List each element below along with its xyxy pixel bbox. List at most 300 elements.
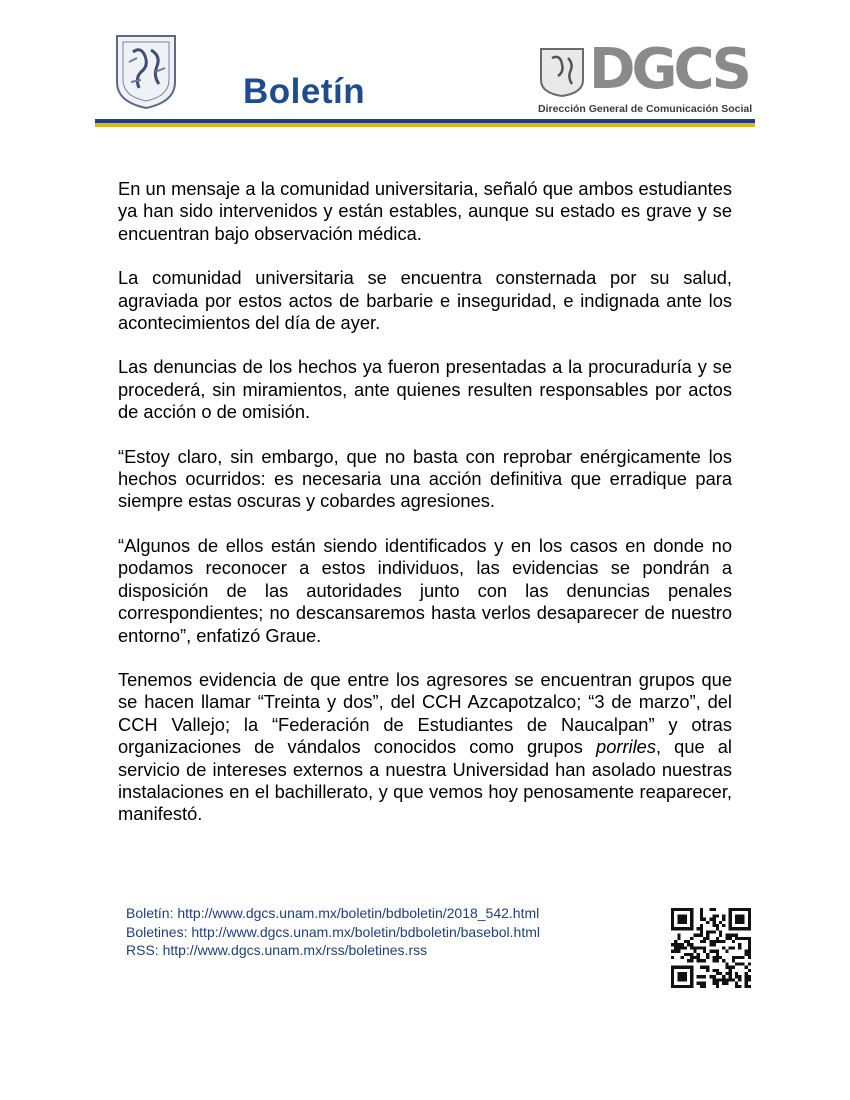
qr-module: [697, 927, 700, 930]
qr-module: [716, 914, 719, 917]
qr-module: [748, 921, 751, 924]
qr-module: [738, 946, 741, 949]
qr-module: [725, 982, 728, 985]
qr-module: [748, 956, 751, 959]
qr-module: [729, 921, 732, 924]
qr-module: [681, 956, 684, 959]
qr-module: [674, 927, 677, 930]
qr-module: [671, 918, 674, 921]
qr-module: [703, 940, 706, 943]
qr-module: [681, 985, 684, 988]
qr-module: [700, 918, 703, 921]
qr-module: [738, 927, 741, 930]
qr-module: [735, 937, 738, 940]
qr-module: [735, 962, 738, 965]
qr-module: [690, 959, 693, 962]
qr-module: [671, 950, 674, 953]
qr-module: [716, 927, 719, 930]
qr-module: [700, 934, 703, 937]
qr-module: [748, 969, 751, 972]
qr-module: [687, 953, 690, 956]
qr-module: [722, 940, 725, 943]
qr-module: [684, 914, 687, 917]
qr-module: [671, 975, 674, 978]
qr-module: [748, 943, 751, 946]
qr-module: [671, 908, 674, 911]
qr-module: [687, 966, 690, 969]
qr-module: [706, 921, 709, 924]
qr-module: [671, 943, 674, 946]
qr-module: [706, 956, 709, 959]
qr-module: [693, 950, 696, 953]
qr-module: [738, 985, 741, 988]
qr-module: [732, 946, 735, 949]
qr-module: [681, 975, 684, 978]
qr-module: [703, 918, 706, 921]
qr-module: [671, 956, 674, 959]
qr-module: [677, 921, 680, 924]
qr-module: [674, 966, 677, 969]
paragraph: “Estoy claro, sin embargo, que no basta con reprobar enérgicamente los hechos ocurridos: es necesaria una acción definitiva que erradique para siempre estas oscuras y cobardes agresiones.: [118, 445, 732, 512]
qr-module: [690, 975, 693, 978]
qr-module: [745, 975, 748, 978]
qr-module: [729, 934, 732, 937]
qr-module: [732, 908, 735, 911]
qr-module: [748, 975, 751, 978]
qr-module: [681, 966, 684, 969]
qr-module: [745, 985, 748, 988]
boletines-link[interactable]: Boletines: http://www.dgcs.unam.mx/boletin/bdboletin/basebol.html: [126, 923, 541, 940]
qr-module: [716, 972, 719, 975]
qr-module: [700, 985, 703, 988]
qr-module: [697, 959, 700, 962]
qr-module: [693, 956, 696, 959]
boletin-link[interactable]: Boletín: http://www.dgcs.unam.mx/boletin/bdboletin/2018_542.html: [126, 905, 540, 921]
qr-module: [690, 978, 693, 981]
dgcs-seal-icon: [538, 46, 586, 98]
qr-module: [738, 937, 741, 940]
qr-module: [748, 985, 751, 988]
qr-module: [700, 946, 703, 949]
qr-module: [716, 953, 719, 956]
qr-module: [690, 937, 693, 940]
qr-module: [681, 918, 684, 921]
qr-module: [716, 978, 719, 981]
qr-module: [732, 956, 735, 959]
qr-module: [748, 911, 751, 914]
qr-module: [690, 914, 693, 917]
qr-module: [729, 914, 732, 917]
qr-module: [716, 969, 719, 972]
qr-module: [690, 972, 693, 975]
qr-module: [745, 950, 748, 953]
qr-module: [735, 934, 738, 937]
qr-module: [706, 937, 709, 940]
qr-module: [700, 924, 703, 927]
qr-module: [748, 908, 751, 911]
qr-module: [741, 918, 744, 921]
qr-module: [713, 940, 716, 943]
qr-module: [722, 959, 725, 962]
qr-module: [684, 953, 687, 956]
qr-module: [697, 956, 700, 959]
qr-module: [681, 978, 684, 981]
qr-module: [671, 969, 674, 972]
qr-module: [690, 921, 693, 924]
qr-module: [722, 982, 725, 985]
qr-module: [706, 934, 709, 937]
qr-module: [677, 966, 680, 969]
qr-module: [741, 921, 744, 924]
qr-module: [687, 927, 690, 930]
qr-module: [713, 921, 716, 924]
paragraph: Las denuncias de los hechos ya fueron presentadas a la procuraduría y se procederá, sin miramientos, ante quienes resulten responsables por actos de acción o de omisión.: [118, 356, 732, 423]
qr-module: [735, 918, 738, 921]
qr-module: [741, 962, 744, 965]
qr-module: [706, 969, 709, 972]
qr-module: [703, 959, 706, 962]
qr-module: [674, 940, 677, 943]
qr-module: [690, 969, 693, 972]
qr-module: [700, 975, 703, 978]
qr-module: [745, 982, 748, 985]
qr-module: [713, 975, 716, 978]
dgcs-subtitle: Dirección General de Comunicación Social: [538, 103, 753, 115]
qr-module: [741, 937, 744, 940]
qr-module: [729, 927, 732, 930]
qr-module: [732, 978, 735, 981]
qr-module: [729, 972, 732, 975]
italic-term: porriles: [596, 736, 656, 758]
qr-module: [697, 946, 700, 949]
qr-module: [709, 950, 712, 953]
qr-module: [684, 975, 687, 978]
qr-module: [719, 956, 722, 959]
qr-module: [722, 975, 725, 978]
qr-module: [732, 927, 735, 930]
qr-module: [671, 911, 674, 914]
qr-module: [690, 953, 693, 956]
qr-module: [725, 978, 728, 981]
qr-module: [748, 950, 751, 953]
qr-module: [719, 934, 722, 937]
qr-module: [735, 927, 738, 930]
qr-module: [677, 946, 680, 949]
qr-module: [671, 978, 674, 981]
qr-module: [735, 972, 738, 975]
qr-module: [716, 940, 719, 943]
qr-module: [684, 978, 687, 981]
qr-module: [700, 911, 703, 914]
qr-module: [693, 946, 696, 949]
qr-module: [748, 937, 751, 940]
paragraph-text: , que al servicio de intereses externos a nuestra Universidad han asolado nuestras instalaciones en el bachillerato, y que vemos hoy penosamente reaparecer, manifestó.: [118, 736, 732, 825]
qr-module: [725, 937, 728, 940]
qr-module: [729, 937, 732, 940]
qr-module: [684, 972, 687, 975]
qr-module: [748, 918, 751, 921]
qr-module: [748, 978, 751, 981]
paragraph: En un mensaje a la comunidad universitaria, señaló que ambos estudiantes ya han sido intervenidos y están estables, aunque su estado es grave y se encuentran bajo observación médica.: [118, 178, 732, 244]
qr-module: [687, 985, 690, 988]
qr-module: [716, 937, 719, 940]
qr-module: [677, 937, 680, 940]
qr-module: [681, 946, 684, 949]
qr-module: [735, 956, 738, 959]
qr-module: [741, 927, 744, 930]
qr-module: [729, 918, 732, 921]
qr-module: [690, 982, 693, 985]
qr-module: [709, 975, 712, 978]
qr-code-icon[interactable]: [671, 908, 751, 988]
paragraph: La comunidad universitaria se encuentra consternada por su salud, agraviada por estos actos de barbarie e inseguridad, e indignada ante los acontecimientos del día de ayer.: [118, 267, 732, 334]
qr-module: [719, 972, 722, 975]
qr-module: [713, 943, 716, 946]
qr-module: [684, 921, 687, 924]
paragraph-text: Tenemos evidencia de que entre los agresores se encuentran grupos que se hacen llamar “Treinta y dos”, del CCH Azcapotzalco; “3 de marzo”, del CCH Vallejo; la “Federación de Estudiantes de Naucalpan” y otras organizaciones de vándalos conocidos como grupos: [118, 668, 732, 758]
qr-module: [677, 918, 680, 921]
qr-module: [674, 908, 677, 911]
qr-module: [697, 982, 700, 985]
qr-module: [703, 946, 706, 949]
qr-module: [738, 918, 741, 921]
paragraph: “Algunos de ellos están siendo identificados y en los casos en donde no podamos reconocer a estos individuos, las evidencias se pondrán a disposición de las autoridades junto con las denuncias penales correspondientes; no descansaremos hasta verlos desaparecer de nuestro entorno”, enfatizó Graue.: [118, 534, 732, 646]
qr-module: [716, 985, 719, 988]
dgcs-logo: DGCS: [589, 37, 748, 102]
qr-module: [674, 946, 677, 949]
qr-module: [671, 927, 674, 930]
qr-module: [709, 930, 712, 933]
qr-module: [687, 908, 690, 911]
qr-module: [738, 975, 741, 978]
qr-module: [703, 975, 706, 978]
qr-module: [671, 921, 674, 924]
qr-module: [748, 924, 751, 927]
qr-module: [729, 975, 732, 978]
qr-module: [738, 908, 741, 911]
qr-module: [690, 946, 693, 949]
page-header: [95, 28, 772, 128]
qr-module: [725, 962, 728, 965]
qr-module: [741, 914, 744, 917]
qr-module: [738, 943, 741, 946]
qr-module: [719, 921, 722, 924]
qr-module: [713, 959, 716, 962]
qr-module: [748, 940, 751, 943]
unam-seal-icon: [111, 32, 181, 110]
qr-module: [684, 940, 687, 943]
qr-module: [745, 937, 748, 940]
qr-module: [697, 934, 700, 937]
qr-module: [732, 934, 735, 937]
qr-module: [748, 914, 751, 917]
qr-module: [719, 940, 722, 943]
qr-module: [671, 924, 674, 927]
qr-module: [713, 908, 716, 911]
qr-module: [722, 914, 725, 917]
qr-module: [681, 908, 684, 911]
qr-module: [735, 914, 738, 917]
qr-module: [681, 927, 684, 930]
footer-links: [126, 904, 540, 960]
qr-module: [677, 950, 680, 953]
qr-module: [709, 908, 712, 911]
qr-module: [700, 914, 703, 917]
qr-module: [677, 975, 680, 978]
qr-module: [732, 940, 735, 943]
header-rule-gold: [95, 123, 755, 127]
qr-module: [729, 978, 732, 981]
qr-module: [681, 921, 684, 924]
qr-module: [690, 911, 693, 914]
qr-module: [681, 972, 684, 975]
rss-link[interactable]: RSS: http://www.dgcs.unam.mx/rss/boletines.rss: [126, 942, 428, 958]
qr-module: [677, 985, 680, 988]
qr-module: [729, 924, 732, 927]
qr-module: [671, 985, 674, 988]
qr-module: [732, 959, 735, 962]
qr-module: [671, 914, 674, 917]
qr-module: [684, 908, 687, 911]
qr-module: [700, 908, 703, 911]
qr-module: [725, 972, 728, 975]
qr-module: [722, 918, 725, 921]
qr-module: [693, 934, 696, 937]
qr-module: [735, 985, 738, 988]
qr-module: [684, 966, 687, 969]
qr-module: [684, 918, 687, 921]
qr-module: [722, 924, 725, 927]
qr-module: [703, 937, 706, 940]
qr-module: [713, 918, 716, 921]
qr-module: [716, 956, 719, 959]
qr-module: [716, 924, 719, 927]
qr-module: [729, 908, 732, 911]
qr-module: [748, 927, 751, 930]
qr-module: [700, 966, 703, 969]
qr-module: [677, 908, 680, 911]
qr-module: [745, 972, 748, 975]
qr-module: [729, 911, 732, 914]
qr-module: [713, 969, 716, 972]
qr-module: [690, 918, 693, 921]
qr-module: [703, 985, 706, 988]
qr-module: [700, 927, 703, 930]
article-body: [118, 178, 732, 848]
qr-module: [735, 908, 738, 911]
qr-module: [719, 930, 722, 933]
qr-module: [709, 940, 712, 943]
qr-module: [690, 985, 693, 988]
qr-module: [700, 940, 703, 943]
qr-module: [725, 950, 728, 953]
qr-module: [745, 966, 748, 969]
qr-module: [732, 966, 735, 969]
qr-module: [700, 930, 703, 933]
qr-module: [741, 908, 744, 911]
qr-module: [677, 943, 680, 946]
qr-module: [677, 972, 680, 975]
qr-module: [745, 978, 748, 981]
qr-module: [745, 908, 748, 911]
qr-module: [687, 943, 690, 946]
qr-module: [671, 966, 674, 969]
qr-module: [738, 914, 741, 917]
qr-module: [684, 946, 687, 949]
qr-module: [706, 953, 709, 956]
qr-module: [671, 982, 674, 985]
qr-module: [690, 943, 693, 946]
qr-module: [725, 966, 728, 969]
qr-module: [697, 953, 700, 956]
qr-module: [719, 978, 722, 981]
qr-module: [748, 962, 751, 965]
qr-module: [729, 946, 732, 949]
qr-module: [671, 972, 674, 975]
qr-module: [681, 914, 684, 917]
qr-module: [735, 982, 738, 985]
qr-module: [700, 959, 703, 962]
qr-module: [745, 953, 748, 956]
qr-module: [713, 930, 716, 933]
qr-module: [690, 966, 693, 969]
qr-module: [684, 985, 687, 988]
paragraph: [118, 669, 732, 826]
qr-module: [674, 985, 677, 988]
qr-module: [738, 921, 741, 924]
qr-module: [703, 950, 706, 953]
qr-module: [713, 924, 716, 927]
qr-module: [703, 982, 706, 985]
qr-module: [677, 978, 680, 981]
qr-module: [700, 982, 703, 985]
qr-module: [741, 956, 744, 959]
qr-module: [687, 940, 690, 943]
qr-module: [713, 978, 716, 981]
qr-module: [748, 953, 751, 956]
qr-module: [738, 962, 741, 965]
qr-module: [677, 927, 680, 930]
qr-module: [716, 959, 719, 962]
qr-module: [709, 943, 712, 946]
qr-module: [713, 914, 716, 917]
qr-module: [716, 982, 719, 985]
qr-module: [697, 975, 700, 978]
qr-module: [709, 918, 712, 921]
qr-module: [687, 959, 690, 962]
qr-module: [690, 924, 693, 927]
qr-module: [674, 943, 677, 946]
bulletin-title: Boletín: [243, 72, 366, 111]
qr-module: [716, 950, 719, 953]
qr-module: [713, 956, 716, 959]
qr-module: [713, 950, 716, 953]
qr-module: [677, 914, 680, 917]
qr-module: [674, 950, 677, 953]
qr-module: [722, 946, 725, 949]
qr-module: [690, 956, 693, 959]
qr-module: [745, 927, 748, 930]
qr-module: [735, 975, 738, 978]
qr-module: [735, 921, 738, 924]
qr-module: [729, 969, 732, 972]
qr-module: [738, 978, 741, 981]
qr-module: [677, 934, 680, 937]
qr-module: [703, 966, 706, 969]
qr-module: [738, 956, 741, 959]
qr-module: [722, 978, 725, 981]
qr-module: [725, 934, 728, 937]
